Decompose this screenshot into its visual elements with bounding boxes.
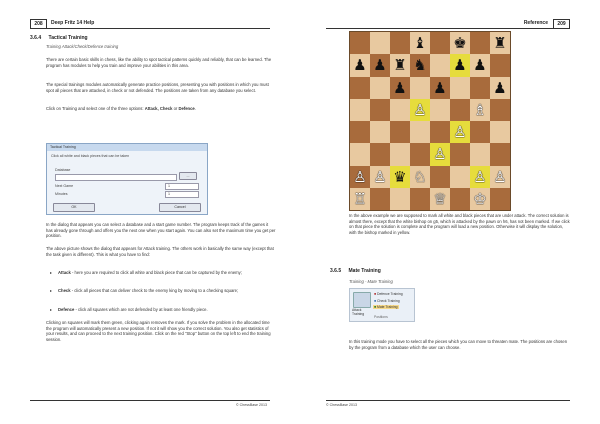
square-f5[interactable]: [450, 99, 470, 121]
square-e7[interactable]: [430, 54, 450, 76]
minutes-label: Minutes: [55, 192, 68, 196]
paragraph-text: or: [172, 106, 179, 111]
header-title: Reference: [523, 20, 548, 26]
database-label: Database: [55, 168, 71, 172]
page-header: [30, 19, 270, 29]
chess-piece-f8[interactable]: ♚: [453, 34, 467, 52]
square-g3[interactable]: [470, 143, 490, 165]
section-number: 3.6.4: [30, 35, 42, 41]
chess-piece-c7[interactable]: ♜: [393, 56, 407, 75]
page-header: [326, 19, 570, 29]
paragraph-text: .: [194, 106, 196, 111]
square-g4[interactable]: [470, 121, 490, 143]
square-d4[interactable]: [410, 121, 430, 143]
square-g6[interactable]: [470, 77, 490, 99]
square-h7[interactable]: [490, 54, 510, 76]
breadcrumb: Training Attack/Check/Defence training: [46, 44, 119, 49]
database-field[interactable]: [55, 174, 177, 181]
paragraph: The special trainings modules automatically generate practice positions, presenting you with positions in which you must spot all pieces that are attacked, in check or not defended. The positions are taken from any database you select.: [46, 82, 269, 93]
chess-piece-e1[interactable]: ♕: [433, 189, 447, 208]
square-a8[interactable]: [350, 32, 370, 54]
bullet-attack: [46, 270, 276, 276]
check-training-item[interactable]: [374, 299, 400, 303]
cancel-button[interactable]: Cancel: [159, 203, 201, 212]
page-number: 209: [553, 19, 570, 29]
ok-button[interactable]: OK: [53, 203, 95, 212]
mate-icon: ■: [374, 305, 377, 309]
header-title: Deep Fritz 14 Help: [51, 20, 95, 26]
chess-piece-g2[interactable]: ♙: [473, 167, 487, 186]
chess-piece-h6[interactable]: ♟: [493, 78, 507, 97]
chess-piece-d5[interactable]: ♙: [413, 100, 427, 119]
chess-board: [349, 31, 511, 211]
paragraph: [46, 106, 276, 112]
paragraph: Clicking on squares will mark them green, clicking again removes the mark. If you solve the problem in the allocated time the program will automatically present a new position. If not it will show you the correct solution. You also get statistics of your results, and can proceed to the next training position. Click on the red "Stop" button on the top left to end the training session.: [46, 320, 271, 342]
chess-piece-d2[interactable]: ♘: [413, 167, 427, 186]
bullet-term: Defence: [58, 307, 75, 312]
option-defence: Defence: [178, 106, 195, 111]
square-d6[interactable]: [410, 77, 430, 99]
chess-piece-d8[interactable]: ♝: [413, 34, 427, 52]
chess-piece-a7[interactable]: ♟: [353, 56, 367, 75]
square-c8[interactable]: [390, 32, 410, 54]
chess-piece-f4[interactable]: ♙: [453, 123, 467, 141]
section-heading: [30, 35, 88, 41]
square-a5[interactable]: [350, 99, 370, 121]
square-h3[interactable]: [490, 143, 510, 165]
footer-rule: [326, 400, 570, 402]
square-e5[interactable]: [430, 99, 450, 121]
square-h4[interactable]: [490, 121, 510, 143]
bullet-check: [46, 288, 276, 294]
chess-piece-e6[interactable]: ♟: [433, 78, 447, 97]
paragraph: There are certain basic skills in chess, like the ability to spot tactical patterns quickly and reliably, that can be learned. The program has modules to help you train and improve your abilities in this area.: [46, 57, 272, 68]
minutes-field[interactable]: 1: [165, 191, 199, 198]
square-a3[interactable]: [350, 143, 370, 165]
footer-rule: [30, 400, 270, 402]
square-a6[interactable]: [350, 77, 370, 99]
square-c4[interactable]: [390, 121, 410, 143]
paragraph-text: Click on Training and select one of the three options:: [46, 106, 145, 111]
shield-icon: ■: [374, 292, 377, 296]
defence-training-item[interactable]: [374, 292, 403, 296]
square-f6[interactable]: [450, 77, 470, 99]
chess-piece-h2[interactable]: ♙: [493, 167, 507, 186]
dialog-instruction: Click all white and black pieces that can be taken: [51, 154, 130, 158]
bullet-marker: ▸: [50, 270, 53, 275]
chess-piece-c2[interactable]: ♛: [393, 167, 407, 186]
square-h5[interactable]: [490, 99, 510, 121]
square-c3[interactable]: [390, 143, 410, 165]
square-e8[interactable]: [430, 32, 450, 54]
option-names: Attack, Check: [144, 106, 173, 111]
chess-piece-g5[interactable]: ♗: [473, 100, 487, 119]
section-number: 3.6.5: [330, 268, 342, 274]
chess-piece-a2[interactable]: ♙: [353, 167, 367, 186]
square-a4[interactable]: [350, 121, 370, 143]
section-title: Mate Training: [348, 268, 381, 274]
bullet-text: - click all pieces that can deliver check to the enemy king by moving to a checking square;: [70, 288, 239, 293]
square-f1[interactable]: [450, 188, 470, 210]
chess-piece-d7[interactable]: ♞: [413, 56, 427, 75]
bullet-defence: [46, 307, 276, 313]
bullet-text: - click all squares which are not defended by at least one friendly piece.: [74, 307, 208, 312]
chess-piece-c6[interactable]: ♟: [393, 78, 407, 97]
square-d3[interactable]: [410, 143, 430, 165]
bullet-term: Attack: [58, 270, 71, 275]
section-heading: [330, 268, 381, 274]
square-f3[interactable]: [450, 143, 470, 165]
footer-copyright: © ChessBase 2013: [236, 403, 268, 407]
square-b3[interactable]: [370, 143, 390, 165]
tactical-training-dialog: [46, 143, 208, 215]
square-c1[interactable]: [390, 188, 410, 210]
square-g8[interactable]: [470, 32, 490, 54]
chess-piece-g7[interactable]: ♟: [473, 56, 487, 75]
square-c5[interactable]: [390, 99, 410, 121]
footer-copyright: © ChessBase 2013: [326, 403, 358, 407]
item-label: Mate Training: [377, 305, 398, 309]
next-game-label: Next Game: [55, 184, 74, 188]
paragraph: In the dialog that appears you can select a database and a start game number. The program keeps track of the games it has already gone through and offers you the next one when you start again. You can also set the maximum time you get per position.: [46, 222, 276, 239]
chess-piece-h8[interactable]: ♜: [493, 34, 507, 52]
item-label: Check Training: [377, 299, 400, 303]
dialog-title: Tactical Training: [47, 144, 207, 151]
square-e2[interactable]: [430, 166, 450, 188]
square-b8[interactable]: [370, 32, 390, 54]
next-game-field[interactable]: 1: [165, 183, 199, 190]
paragraph: The above picture shows the dialog that appears for Attack training. The others work in basically the same way (except that the task given is different). This is what you have to find:: [46, 246, 274, 257]
chess-piece-a1[interactable]: ♖: [353, 189, 367, 208]
square-f2[interactable]: [450, 166, 470, 188]
mate-training-item[interactable]: [373, 305, 399, 309]
chess-piece-e3[interactable]: ♙: [433, 145, 447, 164]
square-h1[interactable]: [490, 188, 510, 210]
square-d1[interactable]: [410, 188, 430, 210]
check-icon: ■: [374, 299, 377, 303]
square-b1[interactable]: [370, 188, 390, 210]
ribbon-group-label: Positions: [374, 315, 388, 319]
item-label: Defence Training: [377, 292, 403, 296]
browse-button[interactable]: ...: [179, 172, 197, 180]
bullet-marker: ▸: [50, 307, 53, 312]
section-title: Tactical Training: [48, 35, 88, 41]
attack-training-label[interactable]: Attack Training: [352, 308, 365, 316]
page-number: 208: [30, 19, 47, 29]
bullet-term: Check: [58, 288, 71, 293]
square-b6[interactable]: [370, 77, 390, 99]
square-b4[interactable]: [370, 121, 390, 143]
bullet-text: - here you are required to click all white and black piece that can be captured by the enemy;: [70, 270, 242, 275]
chess-piece-f7[interactable]: ♟: [453, 56, 467, 75]
paragraph: In this training mode you have to select all the pieces which you can move to threaten mate. The positions are chosen by the program from a database which the user can choose.: [349, 339, 568, 350]
attack-training-icon[interactable]: [353, 292, 371, 308]
square-b5[interactable]: [370, 99, 390, 121]
bullet-marker: ▸: [50, 288, 53, 293]
chess-piece-b2[interactable]: ♙: [373, 167, 387, 186]
paragraph: In the above example we are supposed to mark all white and black pieces that are under attack. The correct solution is almost there, except that the white bishop on g5, which is attacked by the pawn on h6, has not been marked. If we click on that piece the solution is complete and the program will load a new position. Otherwise it will display the solution, with the bishop marked in yellow.: [349, 213, 570, 235]
breadcrumb: Training - Mate Training: [349, 279, 393, 284]
training-ribbon: [349, 288, 415, 322]
chess-piece-g1[interactable]: ♔: [473, 189, 487, 208]
chess-piece-b7[interactable]: ♟: [373, 56, 387, 75]
square-e4[interactable]: [430, 121, 450, 143]
